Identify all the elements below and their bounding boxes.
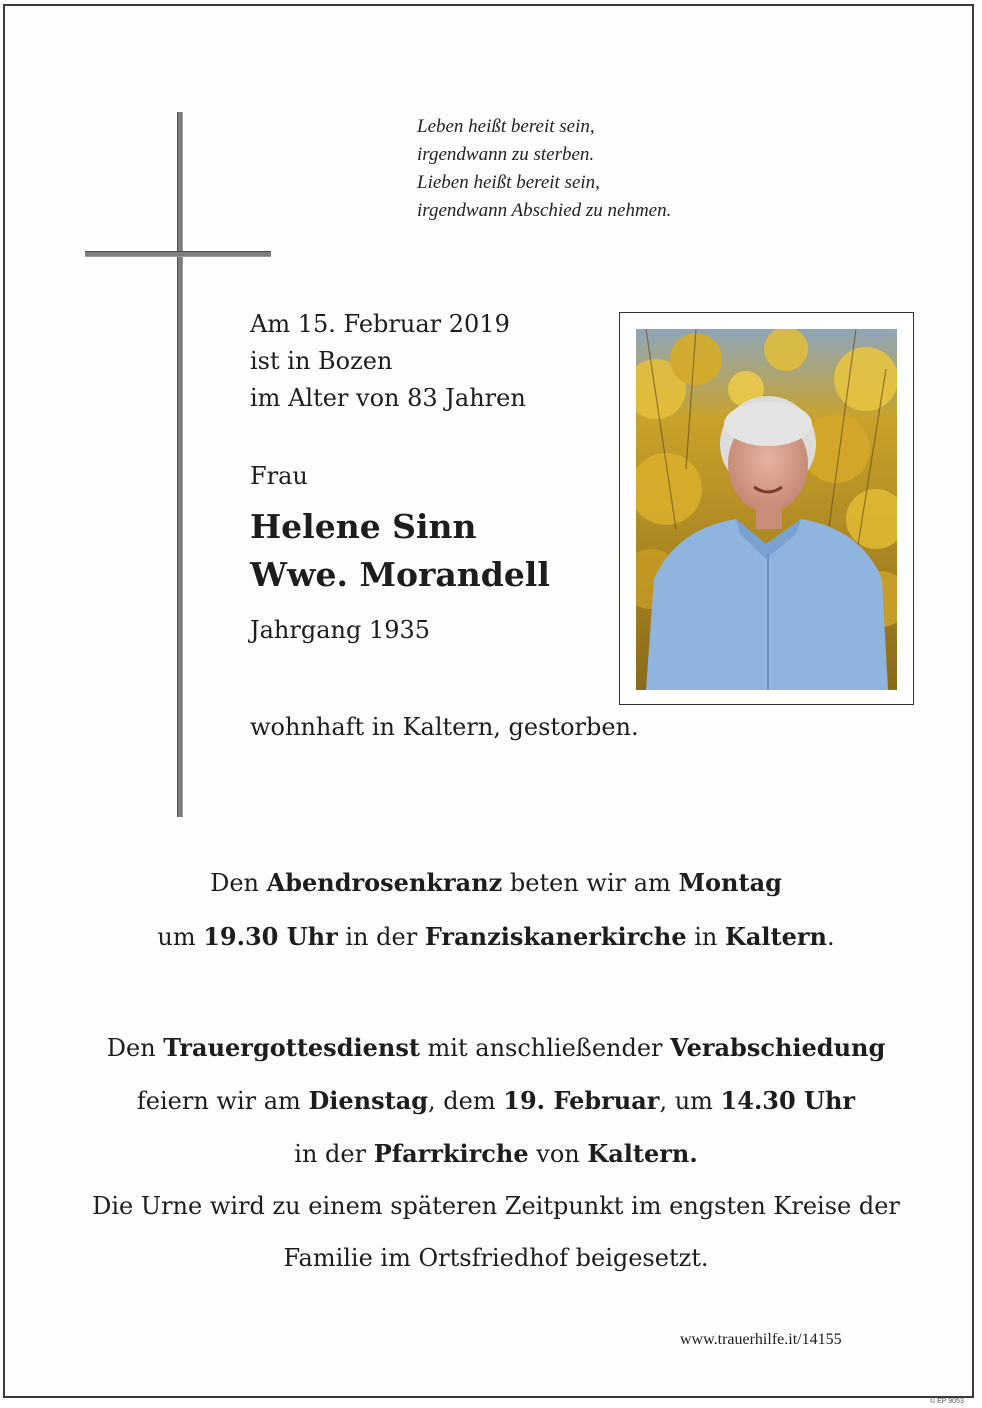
urn-line-1: Die Urne wird zu einem späteren Zeitpunkt im engsten Kreise der (92, 1192, 900, 1220)
website-url: www.trauerhilfe.it/14155 (680, 1331, 842, 1348)
cross-vertical-bar (177, 112, 183, 817)
obituary-card (3, 4, 974, 1398)
text-segment: 19.30 Uhr (203, 922, 338, 951)
memorial-quote (417, 113, 671, 225)
rosary-line-1 (5, 868, 982, 897)
text-segment: in (686, 923, 725, 951)
text-segment: Kaltern. (587, 1139, 698, 1168)
urn-line-2: Familie im Ortsfriedhof beigesetzt. (283, 1244, 709, 1272)
service-line-1 (5, 1033, 982, 1062)
text-segment: in der (337, 923, 425, 951)
text-segment: in der (294, 1140, 374, 1168)
text-segment: 14.30 Uhr (720, 1086, 856, 1115)
text-segment: um (157, 923, 204, 951)
print-code: © EP 9053 (930, 1398, 964, 1405)
service-line-3 (5, 1139, 982, 1168)
text-segment: feiern wir am (136, 1087, 309, 1115)
deceased-name (250, 503, 550, 599)
rosary-line-2 (5, 922, 982, 951)
intro-line: im Alter von 83 Jahren (250, 384, 526, 412)
text-segment: Verabschiedung (670, 1033, 886, 1062)
text-segment: 19. Februar (503, 1086, 660, 1115)
quote-line: Leben heißt bereit sein, (417, 116, 595, 137)
intro-line: ist in Bozen (250, 347, 393, 375)
birth-year: Jahrgang 1935 (250, 616, 431, 644)
text-segment: Abendrosenkranz (266, 868, 503, 897)
text-segment: Franziskanerkirche (424, 922, 687, 951)
text-segment: , um (659, 1087, 721, 1115)
quote-line: irgendwann Abschied zu nehmen. (417, 200, 672, 221)
text-segment: Den (210, 869, 267, 897)
portrait-image (636, 329, 897, 690)
text-segment: Kaltern (725, 922, 827, 951)
text-segment: von (528, 1140, 588, 1168)
text-segment: mit anschließender (419, 1034, 671, 1062)
salutation: Frau (250, 462, 308, 490)
text-segment: Dienstag (308, 1086, 429, 1115)
text-segment: , dem (428, 1087, 504, 1115)
residence-line: wohnhaft in Kaltern, gestorben. (250, 713, 639, 741)
quote-line: Lieben heißt bereit sein, (417, 172, 600, 193)
text-segment: Montag (678, 868, 782, 897)
name-line: Helene Sinn (250, 507, 477, 546)
text-segment: Den (106, 1034, 164, 1062)
portrait-photo (619, 312, 914, 705)
quote-line: irgendwann zu sterben. (417, 144, 595, 165)
service-line-2 (5, 1086, 982, 1115)
text-segment: . (826, 923, 835, 951)
text-segment: Pfarrkirche (373, 1139, 529, 1168)
intro-line: Am 15. Februar 2019 (250, 310, 510, 338)
name-line: Wwe. Morandell (250, 555, 550, 594)
text-segment: beten wir am (502, 869, 679, 897)
text-segment: Trauergottesdienst (163, 1033, 420, 1062)
death-notice-intro (250, 306, 526, 417)
cross-horizontal-bar (85, 251, 271, 257)
